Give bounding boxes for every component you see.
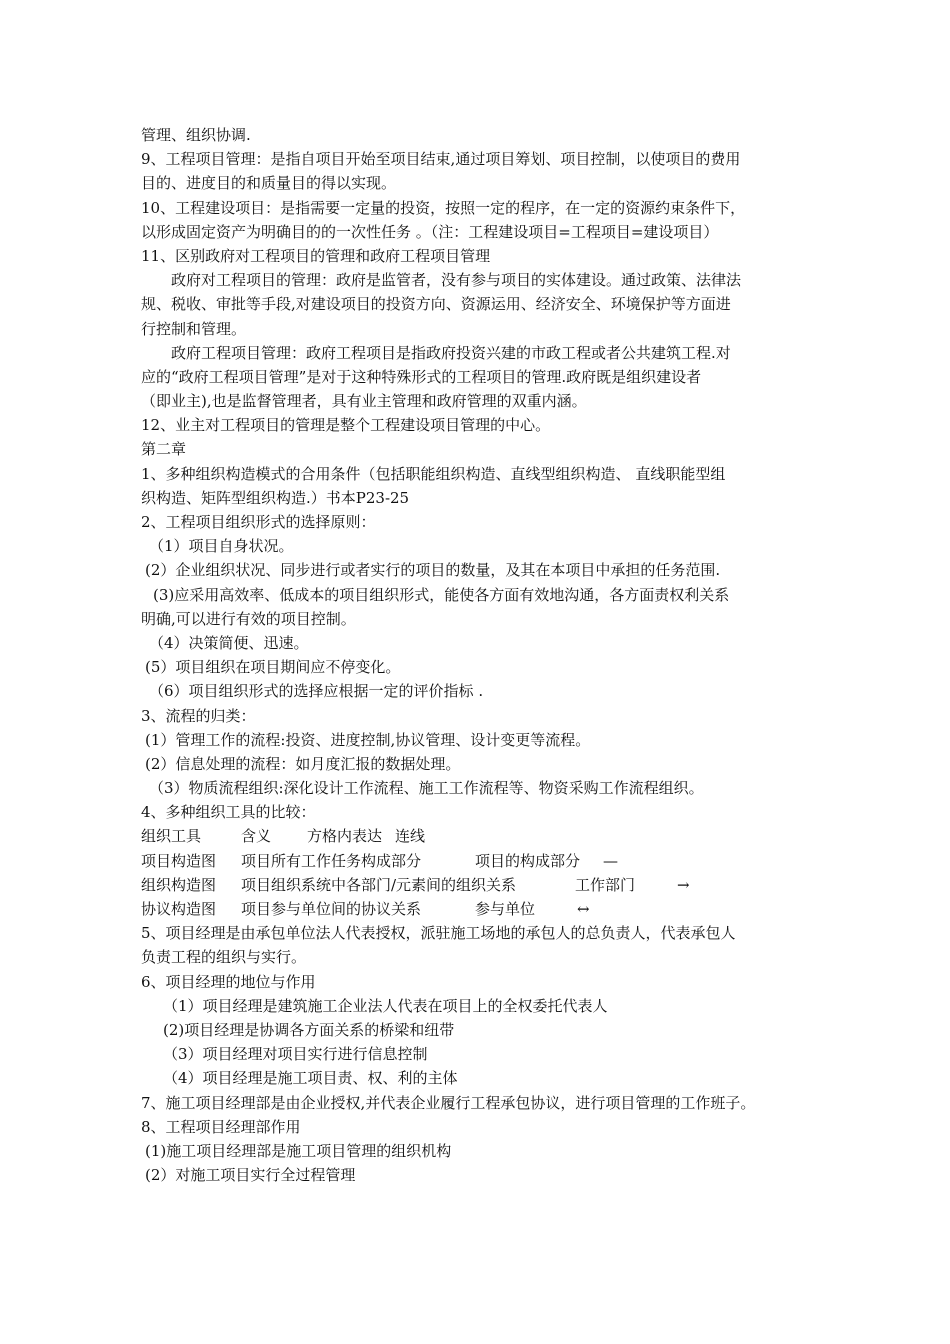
item-7-statement: 7、施工项目经理部是由企业授权,并代表企业履行工程承包协议，进行项目管理的工作班子。 bbox=[141, 1093, 756, 1112]
table-cell: ↔ bbox=[577, 900, 590, 918]
item-5-statement: 5、项目经理是由承包单位法人代表授权，派驻施工场地的承包人的总负责人，代表承包人 bbox=[141, 924, 736, 943]
list-item: (1)施工项目经理部是施工项目管理的组织机构 bbox=[145, 1141, 452, 1160]
list-item: （1）项目经理是建筑施工企业法人代表在项目上的全权委托代表人 bbox=[163, 996, 608, 1015]
list-item: (5）项目组织在项目期间应不停变化。 bbox=[145, 658, 401, 677]
list-item: （3）项目经理对项目实行进行信息控制 bbox=[163, 1045, 428, 1064]
paragraph-line: 应的“政府工程项目管理”是对于这种特殊形式的工程项目的管理.政府既是组织建设者 bbox=[141, 367, 702, 386]
table-cell: 参与单位 bbox=[475, 900, 536, 918]
table-row bbox=[141, 873, 821, 897]
table-cell: 协议构造图 bbox=[141, 900, 217, 918]
table-cell: 组织构造图 bbox=[141, 875, 217, 894]
list-item: (3)应采用高效率、低成本的项目组织形式，能使各方面有效地沟通，各方面责权利关系 bbox=[153, 585, 730, 604]
list-item: （1）项目自身状况。 bbox=[149, 537, 294, 556]
paragraph-line: 政府对工程项目的管理：政府是监管者，没有参与项目的实体建设。通过政策、法律法 bbox=[171, 271, 742, 290]
table-header-cell: 含义 bbox=[241, 827, 272, 846]
comparison-table-header bbox=[141, 824, 821, 848]
item-2-heading: 2、工程项目组织形式的选择原则： bbox=[141, 513, 376, 531]
paragraph-line: 行控制和管理。 bbox=[141, 319, 247, 338]
text-line: 明确,可以进行有效的项目控制。 bbox=[141, 609, 356, 628]
list-item: （4）决策简便、迅速。 bbox=[149, 633, 309, 652]
paragraph-line: （即业主),也是监督管理者，具有业主管理和政府管理的双重内涵。 bbox=[141, 392, 587, 411]
text-line: 目的、进度目的和质量目的得以实现。 bbox=[141, 174, 397, 193]
item-12-statement: 12、业主对工程项目的管理是整个工程建设项目管理的中心。 bbox=[141, 416, 551, 435]
list-item: （3）物质流程组织:深化设计工作流程、施工工作流程等、物资采购工作流程组织。 bbox=[149, 779, 704, 798]
document-body bbox=[141, 123, 821, 1187]
list-item: （6）项目组织形式的选择应根据一定的评价指标 . bbox=[149, 682, 484, 701]
text-line: 织构造、矩阵型组织构造.）书本P23-25 bbox=[141, 488, 410, 507]
table-header-cell: 组织工具 bbox=[141, 827, 202, 846]
list-item: （4）项目经理是施工项目责、权、利的主体 bbox=[163, 1069, 458, 1088]
list-item: (2）企业组织状况、同步进行或者实行的项目的数量，及其在本项目中承担的任务范围. bbox=[145, 561, 721, 580]
item-9-definition: 9、工程项目管理：是指自项目开始至项目结束,通过项目筹划、项目控制，以使项目的费用 bbox=[141, 150, 741, 169]
table-cell: — bbox=[603, 851, 618, 870]
text-line: 负责工程的组织与实行。 bbox=[141, 948, 307, 967]
item-8-heading: 8、工程项目经理部作用 bbox=[141, 1117, 301, 1136]
list-item: (2）信息处理的流程：如月度汇报的数据处理。 bbox=[145, 754, 461, 773]
item-4-heading: 4、多种组织工具的比较： bbox=[141, 803, 316, 822]
table-row bbox=[141, 897, 821, 921]
table-row bbox=[141, 849, 821, 873]
item-1-statement: 1、多种组织构造模式的合用条件（包括职能组织构造、直线型组织构造、 直线职能型组 bbox=[141, 464, 726, 483]
chapter-heading: 第二章 bbox=[141, 440, 187, 459]
list-item: (2)项目经理是协调各方面关系的桥梁和纽带 bbox=[163, 1020, 455, 1039]
item-10-definition: 10、工程建设项目：是指需要一定量的投资，按照一定的程序，在一定的资源约束条件下， bbox=[141, 198, 746, 217]
table-cell: 项目参与单位间的协议关系 bbox=[241, 900, 422, 918]
list-item: (2）对施工项目实行全过程管理 bbox=[145, 1166, 356, 1185]
table-cell: 项目构造图 bbox=[141, 851, 217, 870]
text-line: 管理、组织协调. bbox=[141, 126, 251, 144]
table-header-cell: 连线 bbox=[395, 827, 426, 846]
paragraph-line: 政府工程项目管理：政府工程项目是指政府投资兴建的市政工程或者公共建筑工程.对 bbox=[171, 343, 731, 362]
table-cell: 项目的构成部分 bbox=[475, 851, 581, 870]
table-cell: 项目所有工作任务构成部分 bbox=[241, 851, 422, 870]
item-6-heading: 6、项目经理的地位与作用 bbox=[141, 972, 316, 991]
list-item: (1）管理工作的流程:投资、进度控制,协议管理、设计变更等流程。 bbox=[145, 730, 591, 749]
item-11-heading: 11、区别政府对工程项目的管理和政府工程项目管理 bbox=[141, 246, 491, 265]
table-cell: 工作部门 bbox=[575, 875, 636, 894]
table-header-cell: 方格内表达 bbox=[307, 827, 383, 846]
table-cell: 项目组织系统中各部门/元素间的组织关系 bbox=[241, 875, 517, 894]
paragraph-line: 规、税收、审批等手段,对建设项目的投资方向、资源运用、经济安全、环境保护等方面进 bbox=[141, 295, 731, 314]
text-line: 以形成固定资产为明确目的的一次性任务 。（注：工程建设项目=工程项目=建设项目） bbox=[141, 222, 719, 241]
item-3-heading: 3、流程的归类： bbox=[141, 706, 256, 725]
table-cell: → bbox=[677, 875, 690, 894]
